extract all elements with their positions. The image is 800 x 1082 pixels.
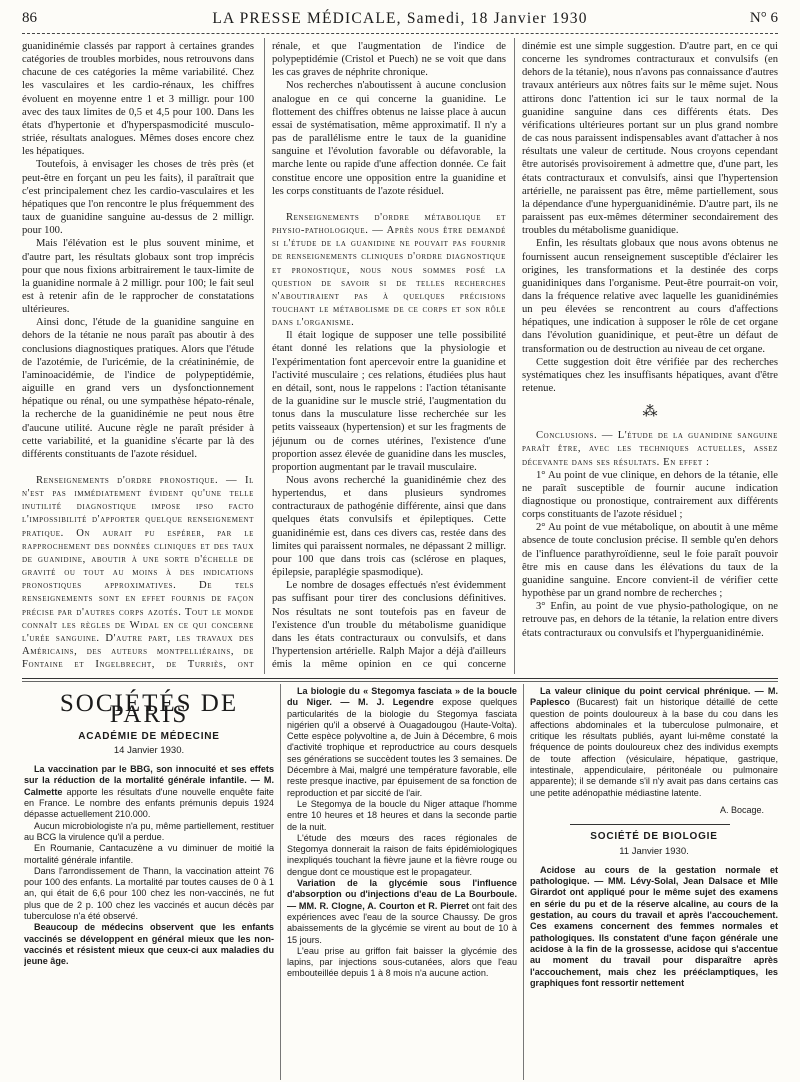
paragraph: Nos recherches n'aboutissent à aucune conclusion analogue en ce qui concerne la guanidine. Le flottement des chiffres obtenus ne laisse place à aucun essai de systématisation, même approximatif. Il n'y a pas de parallélisme entre le taux de la guanidine sanguine et l'évolution favorable ou défavorable, la marche lente ou rapide d'une affection donnée. Ce fait constitue encore une opposition entre la guanidine et les corps constituants de l'azote résiduel. xyxy=(272,80,506,197)
section-rule xyxy=(22,678,778,679)
section-title: SOCIÉTÉS DE PARIS xyxy=(59,690,239,729)
column-divider xyxy=(523,684,524,1080)
paragraph: 1° Au point de vue clinique, en dehors de la tétanie, elle ne paraît susceptible de fournir aucune indication diagnostique ou pronostique, contrairement aux différents corps constituants de l'azote résiduel ; xyxy=(522,469,778,521)
societies-column-1 xyxy=(24,686,274,1078)
paragraph: rénale, et que l'augmentation de l'indice de polypeptidémie (Cristol et Puech) ne se voit que dans les cas graves de néphrite chronique. xyxy=(272,41,506,79)
paragraph: dinémie est une simple suggestion. D'autre part, en ce qui concerne les syndromes contracturaux et convulsifs (en dehors de la tétanie), nous n'avons pas connaissance d'autres travaux antérieurs aux nôtres faits sur le même sujet. Nous attirons donc l'attention ici sur le taux normal de la guanidine sanguine dans ces différents états. Des vérifications ultérieures portant sur un plus grand nombre de cas nous paraissent indispensables avant d'attacher à nos résultats une valeur de certitude. Nous croyons cependant être autorisés provisoirement à admettre que, d'une part, les états contracturaux et convulsifs, ainsi que l'hypertension artérielle, ne paraissent pas être, même partiellement, sous la dépendance d'une hyperguanidinémie. D'autre part, ils ne paraissent pas eux-mêmes déterminer secondairement des troubles du métabolisme guanidique. xyxy=(522,41,778,237)
article-column-3 xyxy=(522,40,778,673)
column-divider xyxy=(280,684,281,1080)
paragraph: Dans l'arrondissement de Thann, la vaccination atteint 76 pour 100 des enfants. La mortalité par toutes causes de 0 à 1 an, qui était de 6,6 pour 100 chez les non-vaccinés, ne fut plus que de 2 p. 100 chez les vaccinés et aucun décès par tuberculose n'a été observé. xyxy=(24,865,274,922)
paragraph: Aucun microbiologiste n'a pu, même partiellement, restituer au BCG la virulence qu'il a perdue. xyxy=(24,820,274,842)
paragraph: Le nombre de dosages effectués n'est évidemment pas suffisant pour tirer des conclusions définitives. Nos résultats ne sont toutefois pas en faveur de l'existence d'un trouble du métabolisme guanidique dans les états contracturaux ou convulsifs, et dans l'hypertension artérielle. Ralph Major a déjà d'ailleurs émis la même opinion en ce qui concerne xyxy=(272,580,506,671)
report-text: (Bucarest) fait un historique détaillé de cette question de points douloureux à la base du cou dans les affections abdominales et la tuberculose pulmonaire, et critique les résultats publiés, ayant lui-même constaté la fréquence de points douloureux chez des individus exempts de toute affection (vésiculaire, hépatique, gastrique, intestinale, appendiculaire, péritonéale ou pulmonaire apparente); il se demande s'il n'y avait pas dans certains cas une petite adénopathie médiastine latente. xyxy=(530,697,778,798)
paragraph: Beaucoup de médecins observent que les enfants vaccinés se développent en général mieux que les non-vaccinés et résistent mieux que ceux-ci aux maladies du jeune âge. xyxy=(24,922,274,967)
section-heading-pronostique: Renseignements d'ordre pronostique. — Il n'est pas immédiatement évident qu'une telle inutilité diagnostique impose ipso facto l'impossibilité d'apporter quelque renseignement pratique. On aurait pu espérer, par le rapprochement des données cliniques et des taux de guanidine, aboutir à une sorte d'échelle de gravité ou tout au moins à des indications pronostiques approximatives. De tels renseignements sont en effet fournis de façon précise par d'autres corps azotés. Tout le monde connaît les règles de Widal en ce qui concerne l'urée sanguine. D'autre part, les travaux des Américains, des auteurs montpelliérains, de Fontaine et Ingelbrecht, de Turriès, ont xyxy=(22,475,254,671)
report-text: expose quelques particularités de la biologie du Stegomya fasciata nigérien qu'il a observé à Ouagadougou (Haute-Volta). Cette espèce polyvoltine a, de Juin à Décembre, 6 mois d'activité trophique et reproductrice au cours desquels ses générations se succèdent toutes les 3 semaines. De Décembre à Mai, malgré une température favorable, elle reste presque inactive, par épuisement de sa fonction de reproduction et par siccité de l'air. xyxy=(287,697,517,798)
column-divider xyxy=(264,38,265,674)
paragraph: Le Stegomya de la boucle du Niger attaque l'homme entre 10 heures et 18 heures et dans la seconde partie de la nuit. xyxy=(287,798,517,832)
paragraph: 3° Enfin, au point de vue physio-pathologique, on ne retrouve pas, en dehors de la tétanie, la relation entre divers états contracturaux ou convulsifs et l'hyperguanidinémie. xyxy=(522,601,778,639)
paragraph: L'eau prise au griffon fait baisser la glycémie des lapins, par injections sous-cutanées, alors que l'eau embouteillée depuis 1 à 8 mois n'a aucune action. xyxy=(287,945,517,979)
report-title: La biologie du « Stegomya fasciata » de la boucle du Niger. — M. J. Legendre xyxy=(287,686,517,708)
section-heading-metabolique: Renseignements d'ordre métabolique et physio-pathologique. — Après nous être demandé si l'étude de la guanidine ne pouvait pas fournir de renseignements cliniques d'ordre diagnostique et pronostique, nous nous sommes posé la question de savoir si de telles recherches n'aboutiraient pas à quelques précisions touchant le métabolisme de ce corps et son rôle dans l'organisme. xyxy=(272,211,506,329)
page-number: 86 xyxy=(22,10,37,26)
paragraph: En Roumanie, Cantacuzène a vu diminuer de moitié la mortalité générale infantile. xyxy=(24,843,274,865)
society-date: 11 Janvier 1930. xyxy=(619,845,689,857)
section-rule-double xyxy=(22,681,778,682)
paragraph: Mais l'élévation est le plus souvent minime, et d'autre part, les résultats globaux sont trop imprécis pour que nous fixions arbitrairement le taux-limite de la guanidine normale à 2 milligr. pour 100; le fait seul est à retenir afin de le rapprocher de constatations ultérieures. xyxy=(22,238,254,316)
paragraph: L'étude des mœurs des races régionales de Stegomya donnerait la raison de faits épidémiologiques inexpliqués touchant la fièvre jaune et la fièvre rouge ou dengue dont ce moustique est le propagateur. xyxy=(287,832,517,877)
paragraph: 2° Au point de vue métabolique, on aboutit à une même absence de toute conclusion précise. Il semble qu'en dehors de l'influence parathyroïdienne, seul le foie paraît pouvoir être mis en cause dans les élévations du taux de la guanidine sanguine. Encore convient-il de vérifier cette hypothèse par un grand nombre de recherches ; xyxy=(522,522,778,600)
societies-column-2 xyxy=(287,686,517,1078)
paragraph: Toutefois, à envisager les choses de très près (et peut-être en forçant un peu les faits), il paraîtrait que c'est principalement chez les cardio-vasculaires et les hépatiques que l'on rencontre le plus fréquemment des taux de guanidine sanguine au-dessus de 2 milligr. pour 100. xyxy=(22,159,254,237)
societies-column-3 xyxy=(530,686,778,1078)
report-text: ont appliqué pour le même sujet des examens en série du pu et de la réserve alcaline, au cours de la gestation, au cours du travail et après l'accouchement. Ces examens concernent des femmes normales et pathologiques. Ils constatent d'une façon générale une acidose à la fin de la grossesse, acidose qui s'accentue au moment du travail pour disparaître après l'accouchement, mais chez les prééclamptiques, les graphiques font ressortir nettement xyxy=(530,887,778,988)
conclusions-heading: Conclusions. — L'étude de la guanidine sanguine paraît être, avec les techniques actuelles, assez décevante dans ses résultats. En effet : xyxy=(522,430,778,468)
signature: A. Bocage. xyxy=(719,804,764,815)
paragraph: Ainsi donc, l'étude de la guanidine sanguine en dehors de la tétanie ne nous paraît pas aboutir à des conclusions diagnostiques pratiques. Alors que l'étude de l'azotémie, de l'uricémie, de la créatininémie, de l'aminoacidémie, de l'indice de polypeptidémie, aiguille en grand vers un dysfonctionnement hépatique ou rénal, ou une sympathèse hépato-rénale, la recherche de la guanidinémie ne peut nous être d'aucune utilité. Aucune règle ne paraît présider à cette variabilité, et la guanidine s'écarte par là des différents constituants de l'azote résiduel. xyxy=(22,317,254,460)
paragraph: Nous avons recherché la guanidinémie chez des hypertendus, et dans plusieurs syndromes contracturaux de pathogénie différente, ainsi que dans quelques états convulsifs et épileptiques. Cette guanidinémie est, dans ces divers cas, restée dans des limites qui paraissent normales, ne dépassant 2 milligr. pour 100 que dans trois cas (sclérose en plaques, épilepsie, paraplégie spasmodique). xyxy=(272,475,506,579)
paragraph: Il était logique de supposer une telle possibilité étant donné les relations que la physiologie et l'expérimentation font apercevoir entre la guanidine et l'activité musculaire ; ces relations, étudiées plus haut en détail, sont, nous le rappelons : l'action tétanisante de la guanidine sur le muscle strié, l'augmentation du tonus dans la musculature lisse recherchée sur les petits vaisseaux (hypertension) et sur les fragments de jéjunum ou de cornes utérines, l'existence d'une proportion assez élevée de guanidine dans les muscles, proportion augmentant par le travail musculaire. xyxy=(272,330,506,473)
issue-number: N° 6 xyxy=(749,10,778,26)
report-title: Acidose au cours de la gestation normale et pathologique. — MM. Lévy-Solal, Jean Dalsace et Mlle Girardot xyxy=(530,864,778,898)
paragraph: guanidinémie classés par rapport à certaines grandes catégories de troubles morbides, nous retrouvons dans chacune de ces catégories la même variabilité. Chez les vasculaires et les cardio-rénaux, les chiffres évoluent en moyenne entre 1 et 3 milligr. pour 100 avec des taux limites de 0,5 et 4,5 pour 100. Dans les états d'hypertonie et d'hyperspasmodicité musculo-striée, résultats analogues. Mêmes doses encore chez les hépatiques. xyxy=(22,41,254,158)
paragraph: Enfin, les résultats globaux que nous avons obtenus ne fournissent aucun renseignement susceptible d'éclairer les origines, les transformations et la destinée des corps guanidiniques dans l'organisme. Peut-être pourrait-on voir, dans la fréquence relative avec laquelle les guanidinémies un peu élevées se rencontrent au cours d'affections hépatiques, une indication à supposer le rôle de cet organe dans l'évolution guanidinique, et peut-être un défaut de transformation ou de destruction au niveau de cet organe. xyxy=(522,238,778,355)
article-column-1 xyxy=(22,40,254,673)
report-title: Variation de la glycémie sous l'influence d'absorption ou d'injections d'eau de La Bourboule. — MM. R. Clogne, A. Courton et R. Pierret xyxy=(287,878,517,911)
divider-rule xyxy=(570,824,730,825)
paragraph: Cette suggestion doit être vérifiée par des recherches systématiques chez les insuffisants hépatiques, avant d'être retenue. xyxy=(522,356,778,395)
society-heading: SOCIÉTÉ DE BIOLOGIE xyxy=(590,831,718,843)
report-text: apporte les résultats d'une nouvelle enquête faite en France. Le nombre des enfants prémunis depuis 1924 dépasse actuellement 210.000. xyxy=(24,786,274,820)
running-header xyxy=(22,10,778,44)
journal-title: LA PRESSE MÉDICALE, Samedi, 18 Janvier 1930 xyxy=(212,10,588,27)
report-text: ont fait des expériences avec l'eau de la source Chaussy. De gros abaissements de la glycémie se virent au bout de 10 à 15 jours. xyxy=(287,900,517,945)
article-column-2 xyxy=(272,40,506,673)
header-rule xyxy=(22,33,778,34)
asterism-icon: ⁂ xyxy=(642,404,658,421)
report-title: La valeur clinique du point cervical phrénique. — M. Paplesco xyxy=(530,686,778,708)
report-title: La vaccination par le BBG, son innocuité et ses effets sur la réduction de la mortalité générale infantile. — M. Calmette xyxy=(24,764,274,797)
academy-heading: ACADÉMIE DE MÉDECINE xyxy=(78,730,220,742)
academy-date: 14 Janvier 1930. xyxy=(113,744,185,756)
column-divider xyxy=(514,38,515,674)
